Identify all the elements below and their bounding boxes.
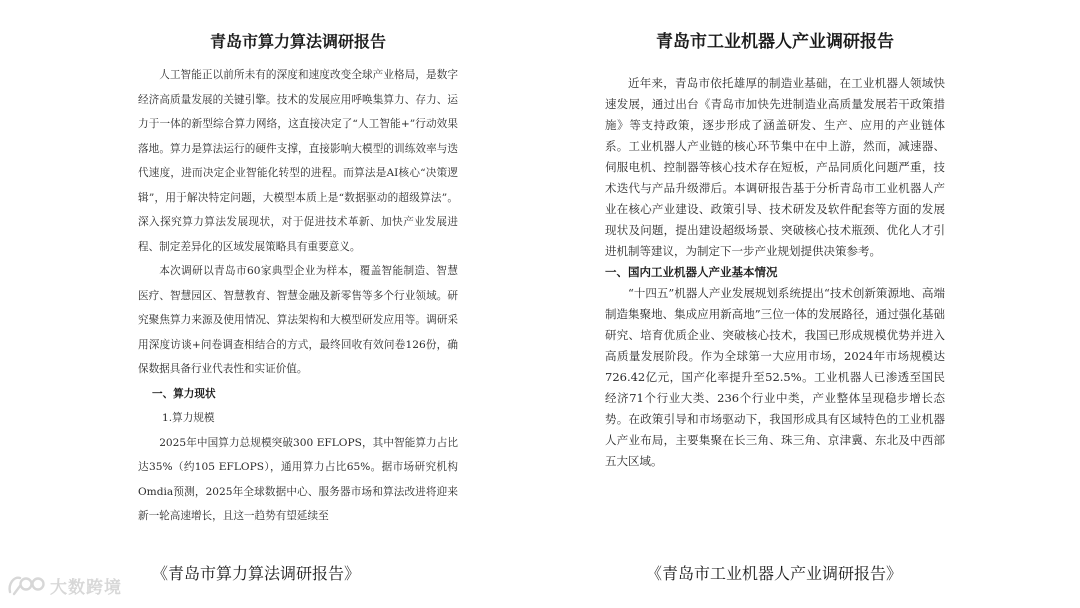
paragraph-intro-1: 人工智能正以前所未有的深度和速度改变全球产业格局，是数字经济高质量发展的关键引擎。技术的发展应用呼唤集算力、存力、运力于一体的新型综合算力网络，这直接决定了“人工智能+”行动效果落地。算力是算法运行的硬件支撑，直接影响大模型的训练效率与迭代速度，进而决定企业智能化转型的进程。而算法是AI核心“决策逻辑”，用于解决特定问题，大模型本质上是“数据驱动的超级算法”。深入探究算力算法发展现状，对于促进技术革新、加快产业发展进程、制定差异化的区域发展策略具有重要意义。: [138, 69, 458, 253]
section-heading: 一、算力现状: [152, 387, 216, 400]
document-title: 青岛市工业机器人产业调研报告: [656, 32, 894, 52]
paragraph-section-1: 2025年中国算力总规模突破300 EFLOPS，其中智能算力占比达35%（约105 EFLOPS），通用算力占比65%。据市场研究机构Omdia预测，2025年全球数据中心、服务器市场和算法改进将迎来新一轮高速增长，且这一趋势有望延续至: [138, 436, 458, 522]
paragraph-intro-2: 本次调研以青岛市60家典型企业为样本，覆盖智能制造、智慧医疗、智慧园区、智慧教育、智慧金融及新零售等多个行业领域。研究聚焦算力来源及使用情况、算法架构和大模型研发应用等。调研采用深度访谈+问卷调查相结合的方式，最终回收有效问卷126份，确保数据具备行业代表性和实证价值。: [138, 265, 458, 375]
document-title: 青岛市算力算法调研报告: [209, 32, 386, 51]
document-page-right: [605, 0, 945, 472]
paragraph-section-1: “十四五”机器人产业发展规划系统提出“技术创新策源地、高端制造集聚地、集成应用新高地”三位一体的发展路径，通过强化基础研究、培育优质企业、突破核心技术，我国已形成规模优势并进入高质量发展阶段。作为全球第一大应用市场，2024年市场规模达726.42亿元，国产化率提升至52.5%。工业机器人已渗透至国民经济71个行业大类、236个行业中类，产业整体呈现稳步增长态势。在政策引导和市场驱动下，我国形成具有区域特色的工业机器人产业布局，主要集聚在长三角、珠三角、京津冀、东北及中西部五大区域。: [605, 286, 945, 468]
paragraph-intro: 近年来，青岛市依托雄厚的制造业基础，在工业机器人领域快速发展，通过出台《青岛市加快先进制造业高质量发展若干政策措施》等支持政策，逐步形成了涵盖研发、生产、应用的产业链体系。工业机器人产业链的核心环节集中在中上游，然而，减速器、伺服电机、控制器等核心技术存在短板，产品同质化问题严重，技术迭代与产品升级滞后。本调研报告基于分析青岛市工业机器人产业在核心产业建设、政策引导、技术研发及软件配套等方面的发展现状及问题，提出建设超级场景、突破核心技术瓶颈、优化人才引进机制等建议，为制定下一步产业规划提供决策参考。: [605, 76, 945, 258]
watermark: [6, 572, 122, 598]
caption-left: 《青岛市算力算法调研报告》: [152, 564, 361, 583]
watermark-text: 大数跨境: [50, 577, 122, 598]
document-page-left: [138, 0, 458, 529]
section-heading: 一、国内工业机器人产业基本情况: [605, 265, 778, 279]
brand-logo-icon: [6, 572, 46, 598]
caption-right: 《青岛市工业机器人产业调研报告》: [646, 564, 903, 583]
subsection-heading: 1.算力规模: [162, 412, 215, 424]
